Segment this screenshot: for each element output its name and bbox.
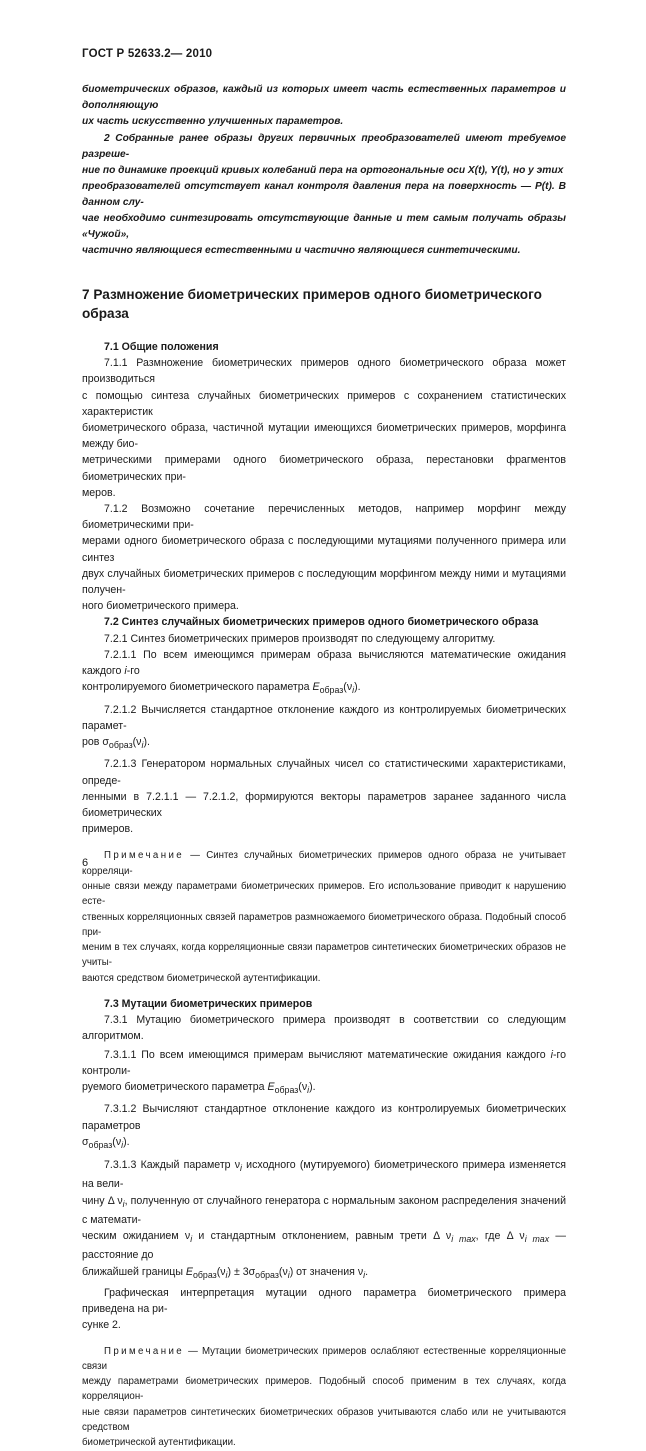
paragraph-7-2-1-2: 7.2.1.2 Вычисляется стандартное отклонение каждого из контролируемых биометрических парамет- ров $\sigma_{образ}(\nu_i)$. (82, 703, 566, 751)
paragraph-7-2-1-3: 7.2.1.3 Генератором нормальных случайных чисел со статистическими характеристиками, опреде- ленными в 7.2.1.1 — 7.2.1.2, формируются векторы параметров заранее заданного числа биометрических примеров. (82, 758, 566, 836)
subsection-7-1-heading: 7.1 Общие положения (104, 341, 219, 353)
paragraph-7-1-2: 7.1.2 Возможно сочетание перечисленных методов, например морфинг между биометрическими при- мерами одного биометрического образа с последующими мутациями полученного примера или синтез двух случайных биометрических примеров с последующим морфингом между ними и мутациями получен- ного биометрического примера. (82, 503, 566, 613)
paragraph-7-1-1: 7.1.1 Размножение биометрических примеров одного биометрического образа может производиться с помощью синтеза случайных биометрических примеров с сохранением статистических характеристик биометрического образа, частичной мутации имеющихся биометрических примеров, морфинга между био- метрическими примерами одного биометрического образа, перестановки фрагментов биометрических при- меров. (82, 357, 566, 499)
paragraph-7-2-1-1: 7.2.1.1 По всем имеющимся примерам образа вычисляются математические ожидания каждого i-го контролируемого биометрического параметра $E_{образ}(\nu_i)$. (82, 648, 566, 696)
paragraph-7-3-1: 7.3.1 Мутацию биометрического примера производят в соответствии со следующим алгоритмом. (82, 1014, 566, 1043)
page-body (82, 82, 566, 1451)
paragraph-7-3-1-1: 7.3.1.1 По всем имеющимся примерам вычисляют математические ожидания каждого i-го контроли- руемого биометрического параметра $E_{образ}(\nu_i)$. (82, 1048, 566, 1096)
note-7-3: Примечание — Мутации биометрических примеров ослабляют естественные корреляционные связи между параметрами биометрических примеров. Подобный способ применим в тех случаях, когда корреляцион- ные связи параметров синтетических биометрических образов учитываются слабо или не учитываются средством биометрической аутентификации. (82, 1345, 566, 1449)
note-7-2: Примечание — Синтез случайных биометрических примеров одного образа не учитывает корреляци- онные связи между параметрами биометрических примеров. Его использование приводит к нарушению есте- ственных корреляционных связей параметров размножаемого биометрического образа. Подобный способ при- меним в тех случаях, когда корреляционные связи параметров синтетических биометрических образов не учиты- ваются средством биометрической аутентификации. (82, 850, 566, 984)
intro-continuation: биометрических образов, каждый из которых имеет часть естественных параметров и дополняющую их часть искусственно улучшенных параметров. (82, 84, 566, 127)
paragraph-7-3-1-3: 7.3.1.3 Каждый параметр $\nu_i$ исходного (мутируемого) биометрического примера изменяется на вели- чину Δ $\nu_i$, полученную от случайного генератора с нормальным законом распределения значений с математи- ческим ожиданием $\nu_i$ и стандартным отклонением, равным трети Δ $\nu_{i max}$, где Δ $\nu_{i max}$ — расстояние до ближайшей границы $E_{образ}(\nu_i) \pm 3\sigma_{образ}(\nu_i)$ от значения $\nu_i$. (82, 1159, 567, 1280)
standard-code-header: ГОСТ Р 52633.2— 2010 (82, 48, 213, 60)
paragraph-7-3-1-2: 7.3.1.2 Вычисляют стандартное отклонение каждого из контролируемых биометрических параметров $\sigma_{образ}(\nu_i)$. (82, 1103, 566, 1150)
paragraph-7-2-1: 7.2.1 Синтез биометрических примеров производят по следующему алгоритму. (104, 632, 496, 645)
section-7-title: 7 Размножение биометрических примеров одного биометрического образа (82, 287, 542, 321)
subsection-7-2-heading: 7.2 Синтез случайных биометрических примеров одного биометрического образа (104, 616, 539, 629)
subsection-7-3-heading: 7.3 Мутации биометрических примеров (104, 997, 313, 1010)
note-2: 2 Собранные ранее образы других первичных преобразователей имеют требуемое разреше- ние по динамике проекций кривых колебаний пера на ортогональные оси X(t), Y(t), но у этих преобразователей отсутствует канал контроля давления пера на поверхность — P(t). В данном слу- чае необходимо синтезировать отсутствующие данные и тем самым получать образы «Чужой», частично являющиеся естественными и частично являющиеся синтетическими. (82, 133, 566, 256)
paragraph-7-3-figure-ref: Графическая интерпретация мутации одного параметра биометрического примера приведена на ри- сунке 2. (82, 1286, 566, 1332)
page-number: 6 (82, 857, 89, 869)
